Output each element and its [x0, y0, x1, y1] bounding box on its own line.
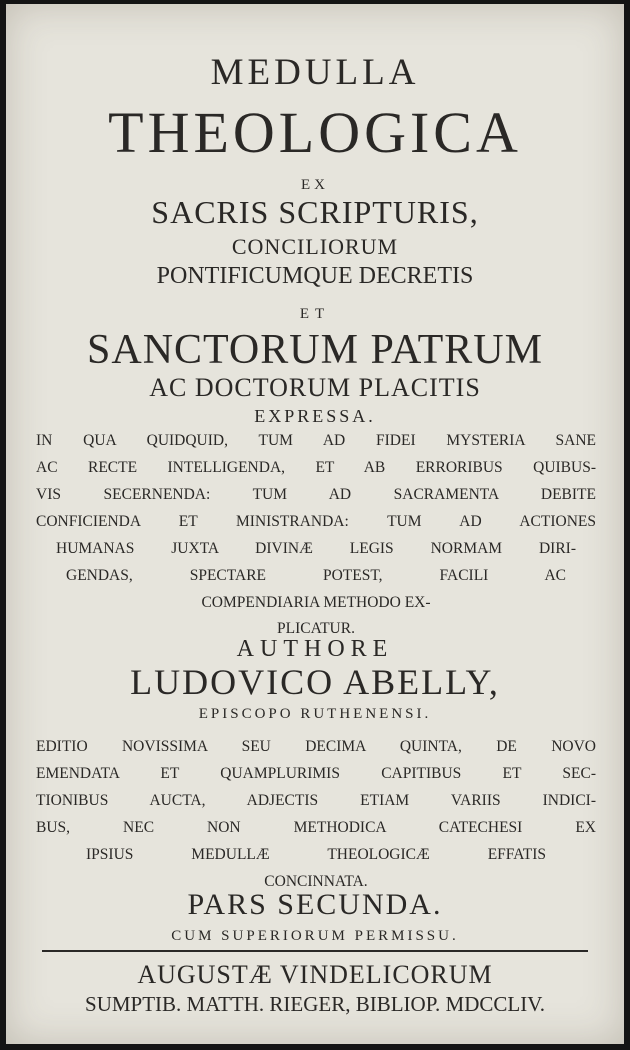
- imprint-place: AUGUSTÆ VINDELICORUM: [137, 960, 493, 989]
- pontificum-line: PONTIFICUMQUE DECRETIS: [156, 263, 474, 289]
- edition-line: CONCINNATA.: [264, 873, 368, 890]
- description-line: HUMANAS JUXTA DIVINÆ LEGIS NORMAM DIRI-: [56, 540, 576, 557]
- edition-line: EDITIO NOVISSIMA SEU DECIMA QUINTA, DE NOVO: [36, 738, 596, 755]
- edition-line: EMENDATA ET QUAMPLURIMIS CAPITIBUS ET SEC-: [36, 765, 596, 782]
- title-line-2: THEOLOGICA: [108, 100, 522, 165]
- edition-line: BUS, NEC NON METHODICA CATECHESI EX: [36, 819, 596, 836]
- sacris-line: SACRIS SCRIPTURIS,: [151, 194, 479, 230]
- divider-rule: [42, 950, 588, 952]
- edition-line: TIONIBUS AUCTA, ADJECTIS ETIAM VARIIS INDICI-: [36, 792, 596, 809]
- pars-line: PARS SECUNDA.: [187, 888, 443, 921]
- doctorum-line: AC DOCTORUM PLACITIS: [149, 373, 481, 402]
- description-line: AC RECTE INTELLIGENDA, ET AB ERRORIBUS QUIBUS-: [36, 459, 596, 476]
- expressa-line: EXPRESSA.: [254, 406, 376, 426]
- author-name: LUDOVICO ABELLY,: [130, 662, 500, 702]
- title-line-1: MEDULLA: [210, 52, 420, 93]
- description-line: PLICATUR.: [277, 620, 355, 637]
- description-line: GENDAS, SPECTARE POTEST, FACILI AC: [66, 567, 566, 584]
- edition-line: IPSIUS MEDULLÆ THEOLOGICÆ EFFATIS: [86, 846, 546, 863]
- imprint-publisher: SUMPTIB. MATTH. RIEGER, BIBLIOP. MDCCLIV.: [85, 992, 545, 1016]
- description-line: IN QUA QUIDQUID, TUM AD FIDEI MYSTERIA SANE: [36, 432, 596, 449]
- description-line: COMPENDIARIA METHODO EX-: [201, 594, 431, 611]
- conciliorum-line: CONCILIORUM: [231, 234, 399, 259]
- description-line: VIS SECERNENDA: TUM AD SACRAMENTA DEBITE: [36, 486, 596, 503]
- ex-label: EX: [301, 177, 329, 193]
- sanctorum-line: SANCTORUM PATRUM: [87, 327, 543, 373]
- author-title: EPISCOPO RUTHENENSI.: [198, 706, 432, 722]
- authore-label: AUTHORE: [236, 636, 394, 662]
- permission-line: CUM SUPERIORUM PERMISSU.: [171, 928, 459, 944]
- description-line: CONFICIENDA ET MINISTRANDA: TUM AD ACTIONES: [36, 513, 596, 530]
- title-page: [6, 4, 624, 1044]
- et-label: ET: [299, 306, 331, 322]
